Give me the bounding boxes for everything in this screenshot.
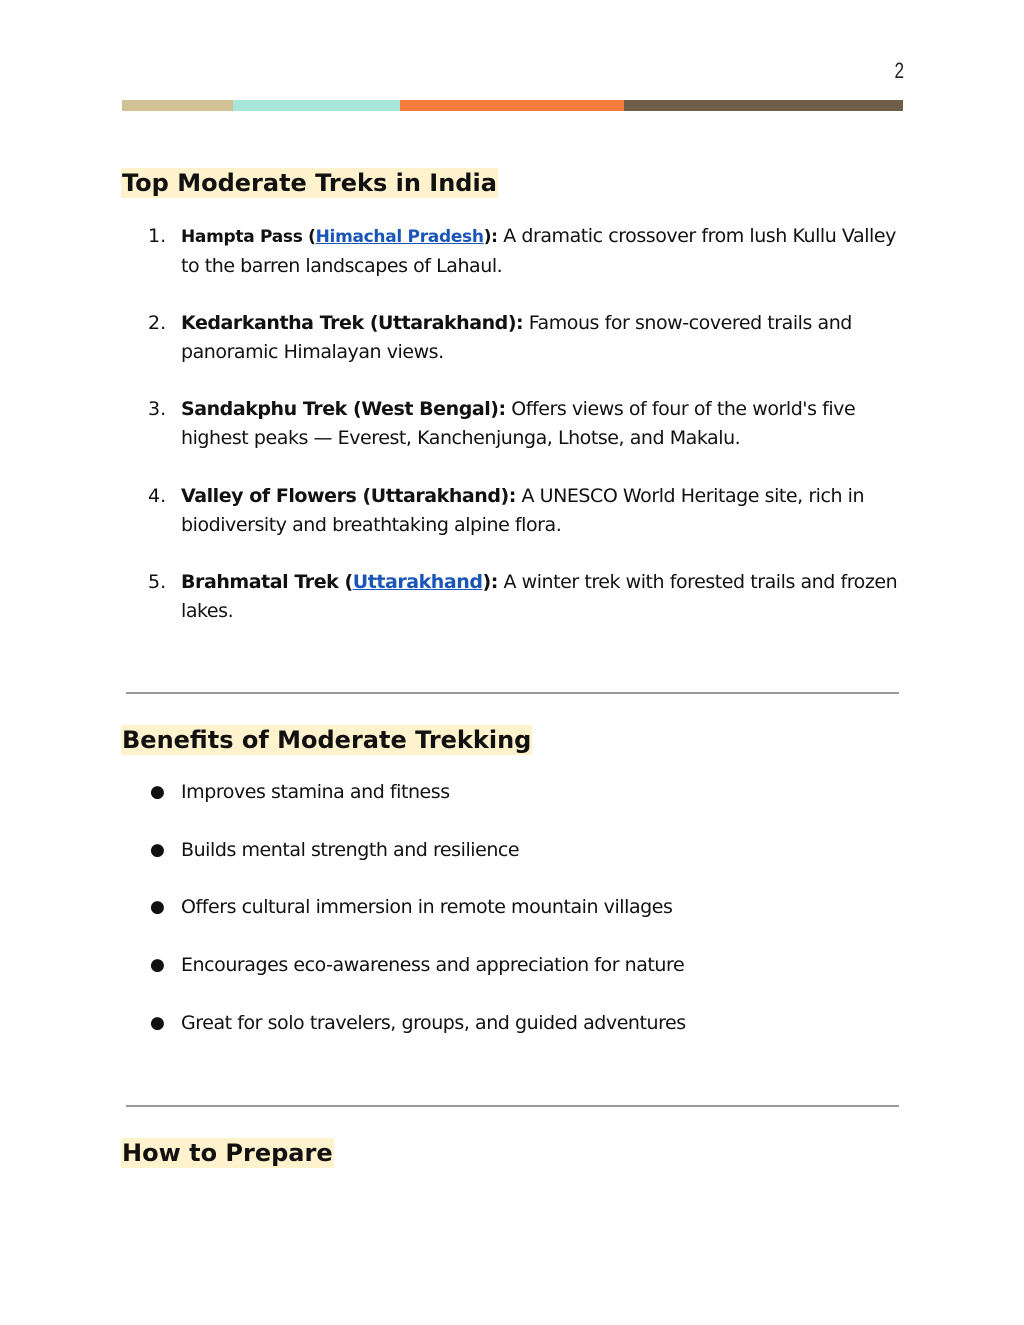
list-item — [0, 395, 1024, 482]
trek-text — [181, 395, 906, 453]
bullet-icon: ● — [150, 1012, 165, 1033]
section-title-benefits: Benefits of Moderate Trekking — [122, 726, 532, 754]
benefit-list — [0, 778, 1024, 1066]
trek-description: Famous for snow-covered trails and panoramic Himalayan views. — [181, 311, 852, 363]
list-item — [0, 893, 1024, 951]
benefit-text: Great for solo travelers, groups, and guided adventures — [181, 1011, 686, 1034]
list-item — [0, 836, 1024, 894]
header-color-band — [122, 100, 903, 111]
list-item — [0, 778, 1024, 836]
bullet-icon: ● — [150, 782, 165, 802]
trek-list — [0, 222, 1024, 655]
trek-name: Kedarkantha Trek (Uttarakhand): — [181, 311, 524, 334]
section-divider — [126, 1105, 899, 1107]
trek-description: Offers views of four of the world's five highest peaks — Everest, Kanchenjunga, Lhotse, and Makalu. — [181, 398, 856, 449]
trek-text — [181, 482, 906, 540]
benefit-text: Builds mental strength and resilience — [181, 838, 520, 861]
list-item — [0, 1009, 1024, 1067]
list-number: 1. — [148, 225, 167, 247]
list-item — [0, 482, 1024, 569]
list-number: 3. — [148, 398, 167, 420]
bullet-icon: ● — [150, 839, 165, 860]
list-item — [0, 568, 1024, 655]
trek-description: A winter trek with forested trails and frozen lakes. — [181, 571, 898, 622]
bullet-icon: ● — [150, 897, 165, 918]
band-segment-brown — [624, 100, 903, 111]
section-title-how-to-prepare: How to Prepare — [122, 1139, 333, 1167]
bullet-icon: ● — [150, 955, 165, 976]
uttarakhand-link[interactable]: Uttarakhand — [352, 571, 483, 593]
list-number: 4. — [148, 484, 167, 507]
list-number: 5. — [148, 571, 167, 593]
trek-name: Valley of Flowers (Uttarakhand): — [181, 484, 516, 507]
list-number: 2. — [148, 311, 167, 334]
trek-text — [181, 222, 906, 281]
himachal-pradesh-link[interactable]: Himachal Pradesh — [315, 227, 484, 247]
trek-text — [181, 309, 906, 367]
section-divider — [126, 692, 899, 694]
trek-description: A UNESCO World Heritage site, rich in biodiversity and breathtaking alpine flora. — [181, 484, 865, 536]
list-item — [0, 951, 1024, 1009]
benefit-text: Improves stamina and fitness — [181, 781, 450, 803]
trek-name: Sandakphu Trek (West Bengal): — [181, 398, 506, 420]
band-segment-mint — [233, 100, 400, 111]
benefit-text: Offers cultural immersion in remote mountain villages — [181, 896, 673, 919]
trek-name: Hampta Pass (Himachal Pradesh): — [181, 227, 498, 247]
band-segment-tan — [122, 100, 233, 111]
section-title-top-treks: Top Moderate Treks in India — [122, 169, 497, 197]
trek-description: A dramatic crossover from lush Kullu Valley to the barren landscapes of Lahaul. — [181, 225, 896, 277]
page-number: 2 — [894, 58, 904, 83]
list-item — [0, 222, 1024, 309]
list-item — [0, 309, 1024, 396]
benefit-text: Encourages eco-awareness and appreciation for nature — [181, 954, 685, 977]
trek-text — [181, 568, 906, 626]
band-segment-orange — [400, 100, 624, 111]
trek-name: Brahmatal Trek (Uttarakhand): — [181, 571, 498, 593]
